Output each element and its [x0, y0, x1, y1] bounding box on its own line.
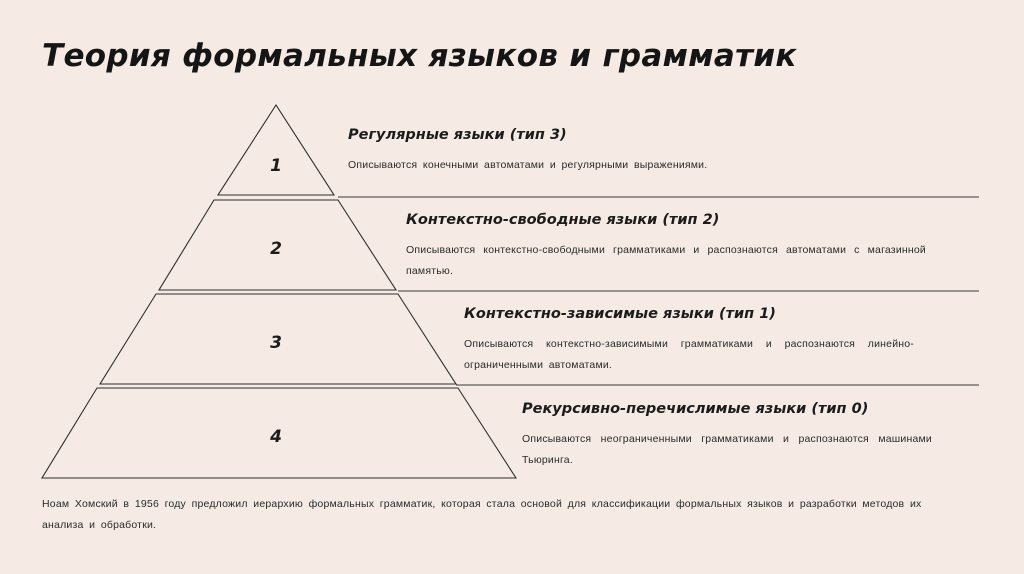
pyramid-tier-4-number: 4 — [270, 427, 282, 447]
level-1-heading: Регулярные языки (тип 3) — [348, 127, 567, 143]
level-3-heading: Контекстно-зависимые языки (тип 1) — [464, 306, 776, 322]
level-4-heading: Рекурсивно-перечислимые языки (тип 0) — [522, 401, 869, 417]
level-2-description: Описываются контекстно-свободными грамматиками и распознаются автоматами с магазинной памятью. — [406, 244, 926, 277]
pyramid-tier-1-number: 1 — [270, 156, 282, 176]
level-2-heading: Контекстно-свободные языки (тип 2) — [406, 212, 720, 228]
level-3-description: Описываются контекстно-зависимыми грамматиками и распознаются линейно-ограниченными автоматами. — [464, 338, 914, 371]
page-title: Теория формальных языков и грамматик — [42, 38, 797, 74]
level-1-block — [348, 127, 948, 176]
level-4-block — [522, 401, 932, 471]
level-2-block — [406, 212, 926, 282]
pyramid-tier-1 — [218, 105, 334, 195]
pyramid-tier-3-number: 3 — [270, 333, 282, 353]
level-4-description: Описываются неограниченными грамматиками и распознаются машинами Тьюринга. — [522, 433, 932, 466]
footer-note: Ноам Хомский в 1956 году предложил иерархию формальных грамматик, которая стала основой для классификации формальных языков и разработки методов их анализа и обработки. — [42, 498, 922, 531]
pyramid-tier-2-number: 2 — [270, 239, 282, 259]
level-3-block — [464, 306, 914, 376]
level-1-description: Описываются конечными автоматами и регулярными выражениями. — [348, 159, 708, 171]
